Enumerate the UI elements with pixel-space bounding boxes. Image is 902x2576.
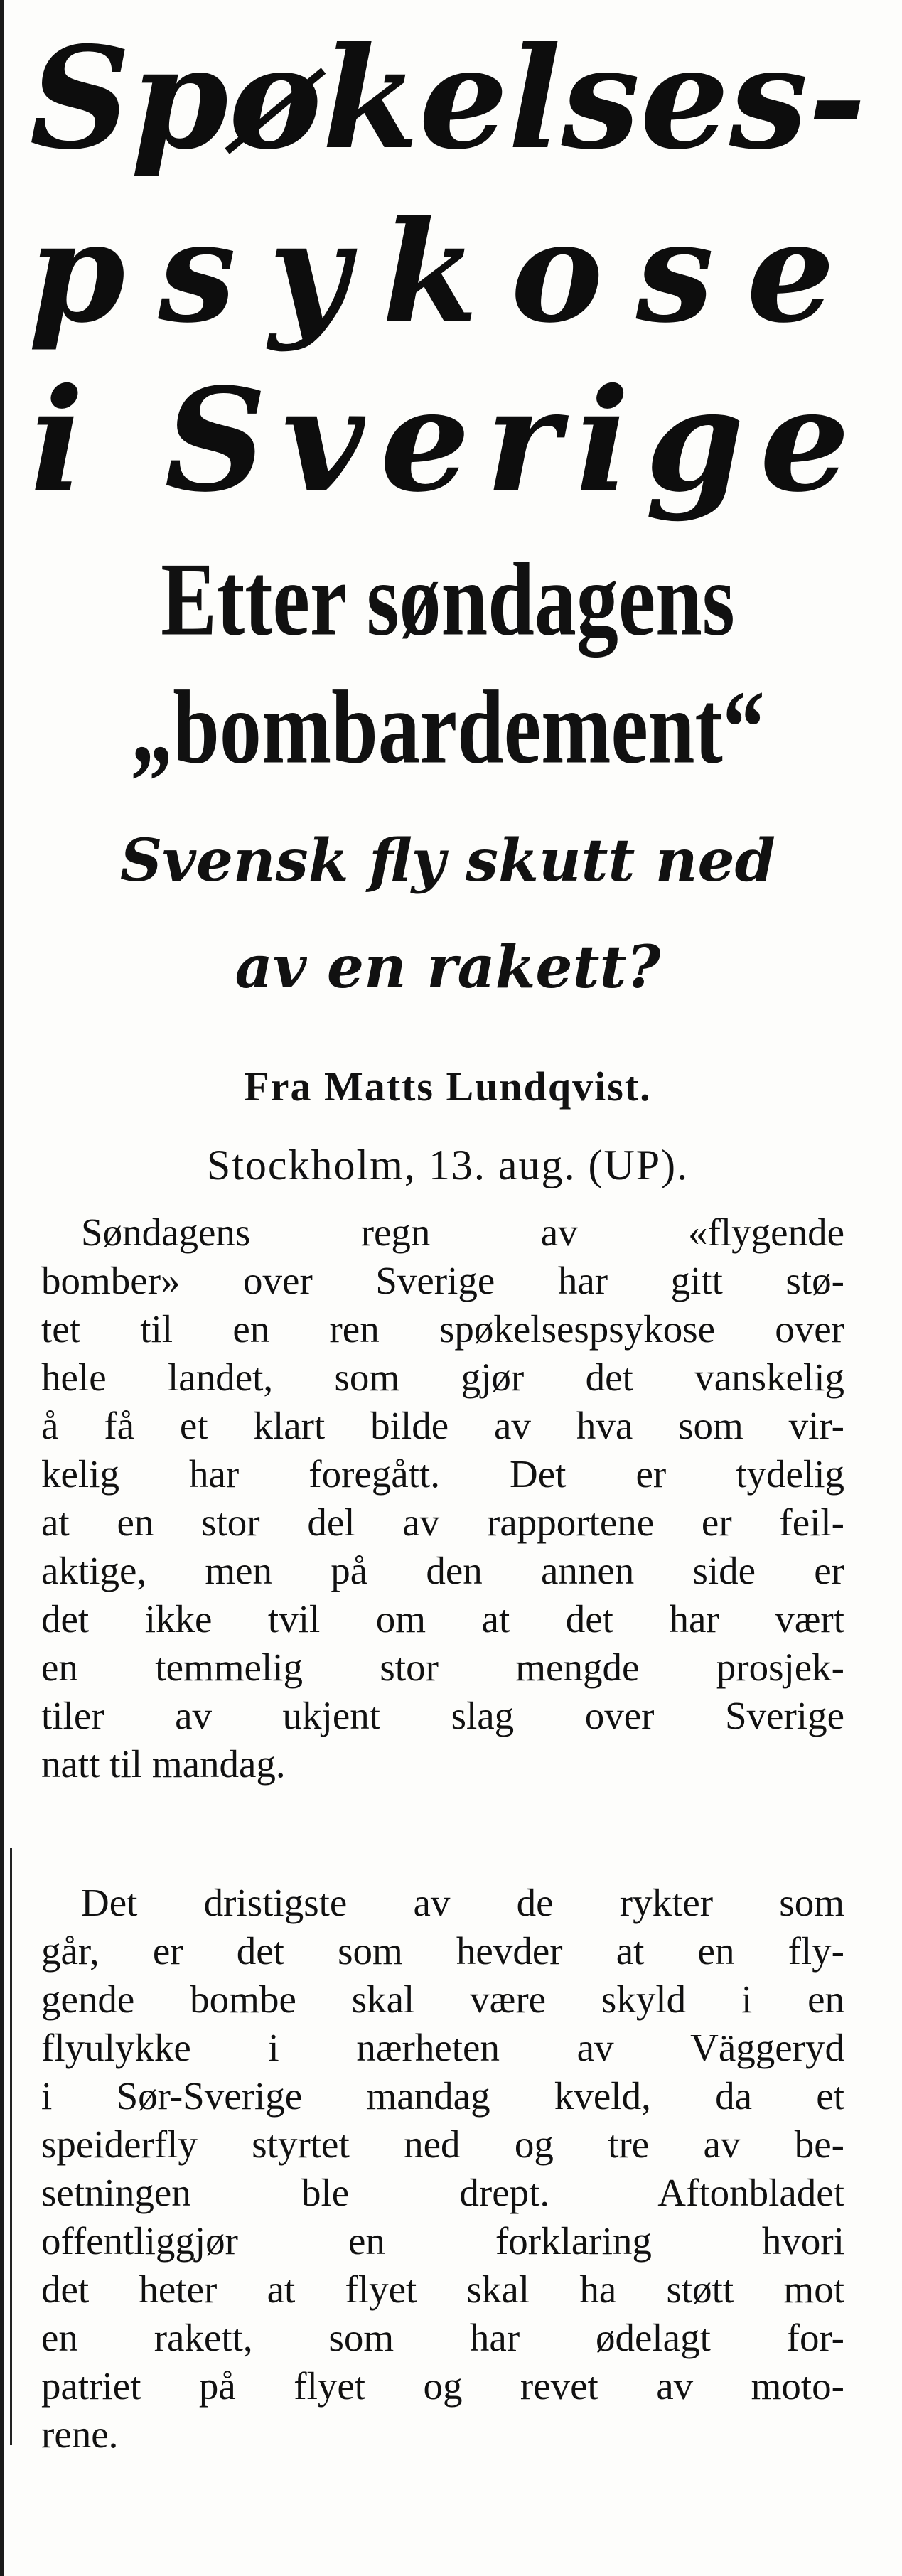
- deck-line-2: „bombardement“: [131, 669, 765, 785]
- paragraph-line: det ikke tvil om at det har vært: [41, 1597, 844, 1641]
- paragraph-line: offentliggjør en forklaring hvori: [41, 2219, 844, 2263]
- paragraph-line: en temmelig stor mengde prosjek-: [41, 1646, 844, 1689]
- subheadline-line-1: Svensk fly skutt ned: [119, 827, 776, 895]
- paragraph-line: tet til en ren spøkelsespsykose over: [41, 1307, 844, 1351]
- paragraph-line: speiderfly styrtet ned og tre av be-: [41, 2122, 844, 2166]
- paragraph-line: aktige, men på den annen side er: [41, 1549, 844, 1592]
- paragraph-line: Det dristigste av de rykter som: [81, 1881, 844, 1924]
- paragraph-line: hele landet, som gjør det vanskelig: [41, 1356, 844, 1399]
- headline-line-1: Spøkelses-: [29, 16, 866, 181]
- paragraph-line: patriet på flyet og revet av moto-: [41, 2364, 844, 2408]
- paragraph-line: gende bombe skal være skyld i en: [41, 1977, 844, 2021]
- paragraph-line: går, er det som hevder at en fly-: [41, 1929, 844, 1973]
- column-rule-inner: [10, 1848, 12, 2445]
- paragraph-line: Søndagens regn av «flygende: [81, 1211, 844, 1254]
- paragraph-line: kelig har foregått. Det er tydelig: [41, 1452, 844, 1496]
- paragraph-line: at en stor del av rapportene er feil-: [41, 1501, 844, 1544]
- paragraph-line: bomber» over Sverige har gitt stø-: [41, 1259, 844, 1302]
- paragraph-line: det heter at flyet skal ha støtt mot: [41, 2268, 844, 2311]
- dateline: Stockholm, 13. aug. (UP).: [206, 1142, 689, 1188]
- paragraph-line: en rakett, som har ødelagt for-: [41, 2316, 844, 2359]
- column-rule: [0, 0, 4, 2576]
- deck-line-1: Etter søndagens: [161, 541, 735, 658]
- subheadline-line-2: av en rakett?: [235, 933, 661, 1002]
- paragraph-line: tiler av ukjent slag over Sverige: [41, 1694, 844, 1737]
- article-paragraph-2: [41, 1879, 844, 2459]
- paragraph-line: rene.: [41, 2413, 119, 2456]
- paragraph-line: flyulykke i nærheten av Väggeryd: [41, 2026, 844, 2069]
- paragraph-line: i Sør-Sverige mandag kveld, da et: [41, 2074, 844, 2118]
- article-paragraph-1: [41, 1208, 844, 1788]
- headline-line-3: i Sverige: [30, 357, 866, 523]
- byline: Fra Matts Lundqvist.: [244, 1063, 652, 1110]
- paragraph-line: natt til mandag.: [41, 1742, 286, 1786]
- paragraph-line: å få et klart bilde av hva som vir-: [41, 1404, 844, 1447]
- paragraph-line: setningen ble drept. Aftonbladet: [41, 2171, 844, 2214]
- headline-line-2: psykose: [28, 190, 868, 353]
